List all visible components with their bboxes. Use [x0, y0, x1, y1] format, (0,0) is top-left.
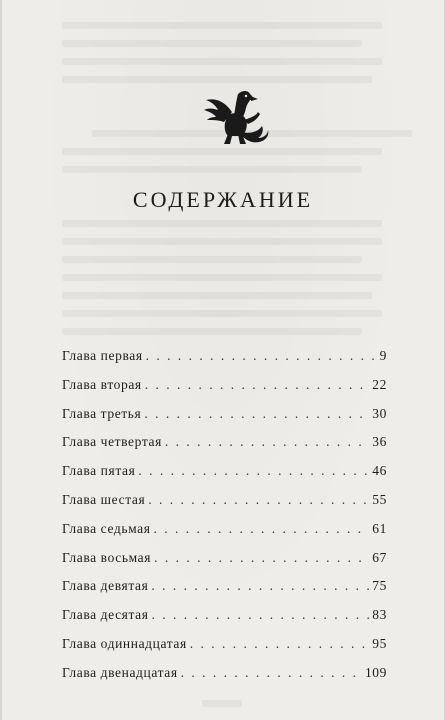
- toc-entry-page: 61: [372, 520, 387, 536]
- toc-entry-label: Глава одиннадцатая: [62, 635, 187, 651]
- toc-entry-label: Глава четвертая: [62, 434, 162, 450]
- toc-entry[interactable]: [62, 434, 387, 463]
- toc-leader-dots: [154, 521, 370, 537]
- toc-leader-dots: [154, 550, 369, 566]
- toc-entry[interactable]: [62, 550, 387, 579]
- toc-entry-label: Глава десятая: [62, 607, 149, 623]
- toc-leader-dots: [181, 665, 362, 681]
- toc-entry-label: Глава первая: [62, 348, 143, 363]
- toc-leader-dots: [138, 463, 369, 479]
- toc-entry-page: 67: [372, 549, 387, 565]
- toc-entry-page: 95: [372, 635, 387, 651]
- toc-entry[interactable]: [62, 665, 387, 694]
- table-of-contents: [62, 348, 387, 694]
- toc-entry-page: 75: [372, 578, 387, 594]
- toc-entry[interactable]: [62, 578, 387, 607]
- toc-entry-page: 36: [372, 434, 387, 450]
- toc-entry-label: Глава седьмая: [62, 520, 151, 536]
- toc-leader-dots: [144, 406, 369, 422]
- griffin-emblem-icon: [202, 86, 272, 148]
- toc-entry-page: 55: [372, 491, 387, 507]
- toc-entry-label: Глава двенадцатая: [62, 664, 178, 680]
- toc-entry-label: Глава вторая: [62, 376, 142, 392]
- page-title: СОДЕРЖАНИЕ: [132, 186, 314, 212]
- toc-entry-page: 22: [372, 376, 387, 392]
- toc-entry[interactable]: [62, 348, 387, 377]
- toc-entry[interactable]: [62, 636, 387, 665]
- toc-leader-dots: [152, 607, 370, 623]
- toc-entry-label: Глава девятая: [62, 578, 149, 594]
- toc-entry-label: Глава шестая: [62, 491, 146, 507]
- toc-entry[interactable]: [62, 406, 387, 435]
- toc-entry-page: 30: [372, 405, 387, 421]
- toc-leader-dots: [146, 348, 377, 364]
- toc-entry-page: 9: [379, 348, 387, 363]
- toc-entry[interactable]: [62, 607, 387, 636]
- toc-leader-dots: [165, 434, 369, 450]
- toc-leader-dots: [151, 578, 369, 594]
- toc-entry[interactable]: [62, 463, 387, 492]
- toc-entry-label: Глава восьмая: [62, 549, 152, 565]
- toc-entry[interactable]: [62, 377, 387, 406]
- toc-entry-label: Глава третья: [62, 405, 142, 421]
- toc-entry[interactable]: [62, 492, 387, 521]
- toc-entry-label: Глава пятая: [62, 463, 136, 479]
- toc-entry-page: 83: [372, 607, 387, 623]
- toc-leader-dots: [148, 492, 369, 508]
- toc-entry[interactable]: [62, 521, 387, 550]
- toc-entry-page: 109: [364, 664, 387, 680]
- toc-entry-page: 46: [372, 463, 387, 479]
- toc-leader-dots: [190, 636, 370, 652]
- toc-leader-dots: [145, 377, 370, 393]
